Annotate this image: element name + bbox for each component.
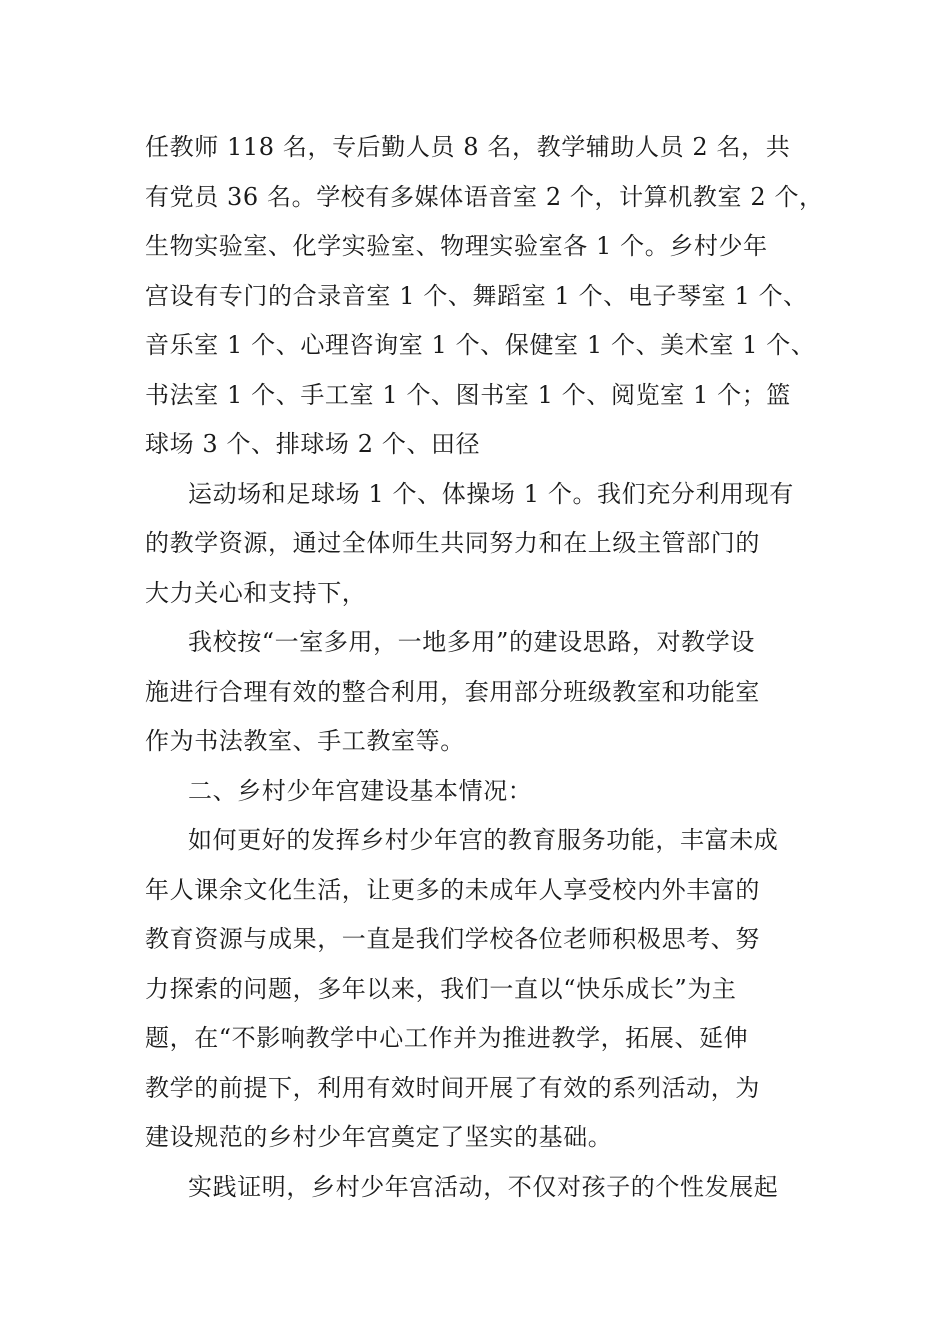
paragraph-2 (145, 470, 825, 619)
text-line: 音乐室 1 个、心理咨询室 1 个、保健室 1 个、美术室 1 个、 (145, 331, 816, 359)
text-line: 书法室 1 个、手工室 1 个、图书室 1 个、阅览室 1 个；篮 (145, 380, 791, 409)
text-line: 题，在“不影响教学中心工作并为推进教学，拓展、延伸 (145, 1024, 749, 1052)
text-line: 施进行合理有效的整合利用，套用部分班级教室和功能室 (145, 677, 760, 706)
text-line: 生物实验室、化学实验室、物理实验室各 1 个。乡村少年 (145, 232, 768, 260)
text-line: 教育资源与成果，一直是我们学校各位老师积极思考、努 (145, 925, 760, 953)
heading-line: 二、乡村少年宫建设基本情况： (188, 776, 533, 805)
paragraph-5 (145, 816, 825, 1163)
paragraph-3 (145, 618, 825, 767)
text-line: 力探索的问题，多年以来，我们一直以“快乐成长”为主 (145, 974, 737, 1003)
text-line: 年人课余文化生活，让更多的未成年人享受校内外丰富的 (145, 875, 760, 904)
paragraph-6 (145, 1163, 825, 1213)
text-line: 任教师 118 名，专后勤人员 8 名，教学辅助人员 2 名，共 (145, 133, 791, 161)
text-line: 运动场和足球场 1 个、体操场 1 个。我们充分利用现有 (188, 479, 794, 508)
text-line: 球场 3 个、排球场 2 个、田径 (145, 430, 481, 458)
text-line: 宫设有专门的合录音室 1 个、舞蹈室 1 个、电子琴室 1 个、 (145, 281, 808, 310)
text-line: 大力关心和支持下， (145, 578, 367, 607)
text-line: 如何更好的发挥乡村少年宫的教育服务功能，丰富未成 (188, 826, 779, 854)
document-body (145, 123, 825, 1212)
text-line: 实践证明，乡村少年宫活动，不仅对孩子的个性发展起 (188, 1172, 779, 1201)
text-line: 有党员 36 名。学校有多媒体语音室 2 个，计算机教室 2 个， (145, 182, 824, 211)
section-heading (145, 767, 825, 817)
text-line: 作为书法教室、手工教室等。 (145, 727, 465, 755)
text-line: 教学的前提下，利用有效时间开展了有效的系列活动，为 (145, 1073, 760, 1102)
text-line: 建设规范的乡村少年宫奠定了坚实的基础。 (145, 1123, 613, 1151)
text-line: 我校按“一室多用，一地多用”的建设思路，对教学设 (188, 628, 755, 656)
paragraph-1 (145, 123, 825, 470)
text-line: 的教学资源，通过全体师生共同努力和在上级主管部门的 (145, 529, 760, 557)
